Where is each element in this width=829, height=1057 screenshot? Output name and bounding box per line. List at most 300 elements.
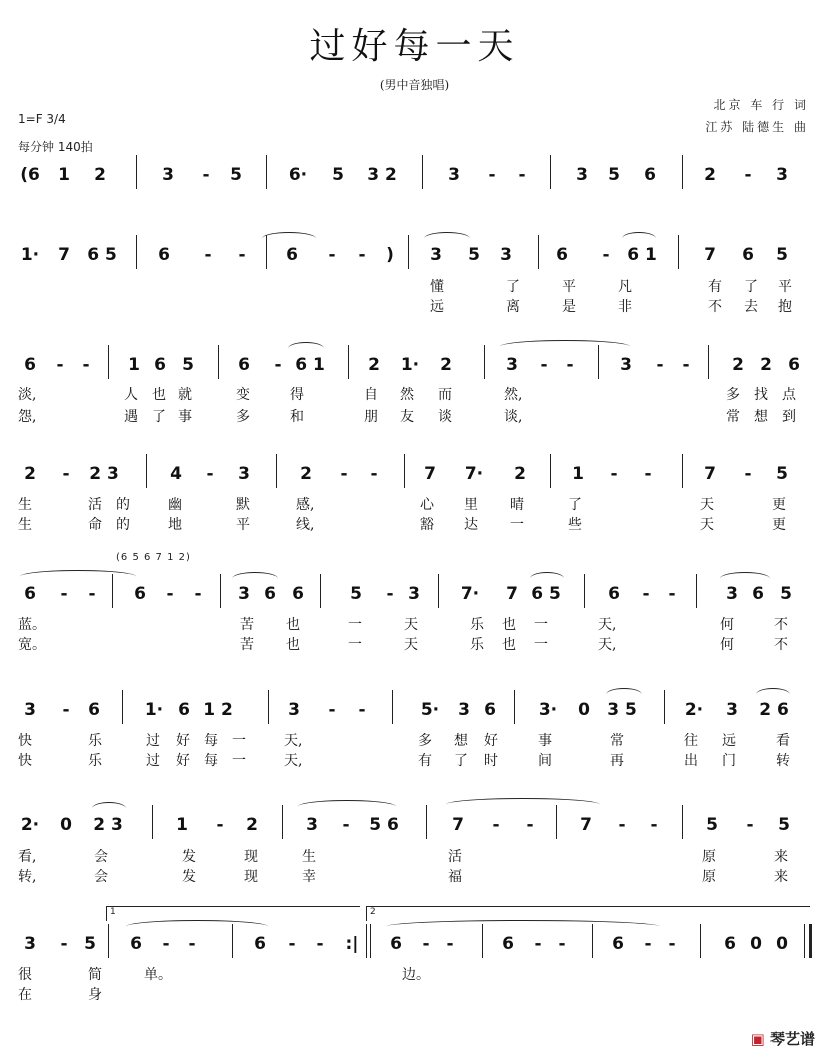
lyric: 远	[430, 299, 444, 315]
note: 3	[776, 165, 788, 185]
lyric: 更	[772, 517, 786, 533]
lyric: 幸	[302, 869, 316, 885]
lyric: 再	[610, 753, 624, 769]
bar-line	[136, 235, 137, 269]
lyric: 想	[454, 733, 468, 749]
song-subtitle: (男中音独唱)	[379, 78, 450, 92]
lyric: 的	[116, 497, 130, 513]
slur	[622, 232, 656, 245]
note: 6	[254, 934, 266, 954]
lyric: 命	[88, 517, 102, 533]
lyric: 会	[94, 869, 108, 885]
lyric: 地	[168, 517, 182, 533]
note: 1	[58, 165, 70, 185]
note: -	[386, 584, 394, 604]
bar-line	[708, 345, 709, 379]
note: -	[558, 934, 566, 954]
lyrics-line-verse-2	[18, 984, 814, 1002]
note: 6 1	[295, 355, 325, 375]
lyric: 一	[510, 517, 524, 533]
bar-line	[404, 454, 405, 488]
note: 7	[580, 815, 592, 835]
note: 3	[24, 934, 36, 954]
note: 3	[458, 700, 470, 720]
note: -	[518, 165, 526, 185]
note: 1·	[20, 245, 40, 265]
lyric: 苦	[240, 617, 254, 633]
lyric: 好	[176, 733, 190, 749]
note: 3	[24, 700, 36, 720]
note: 3	[238, 464, 250, 484]
lyric: 来	[774, 869, 788, 885]
lyric: 了	[506, 279, 520, 295]
note: -	[644, 464, 652, 484]
note: -	[642, 584, 650, 604]
note: -	[358, 245, 366, 265]
note: -	[370, 464, 378, 484]
note: -	[566, 355, 574, 375]
note: 7	[506, 584, 518, 604]
note: -	[644, 934, 652, 954]
lyric: 间	[538, 753, 552, 769]
lyric: 感,	[296, 497, 315, 513]
note: 5	[230, 165, 242, 185]
note: 2	[300, 464, 312, 484]
note: -	[534, 934, 542, 954]
lyric: 现	[244, 849, 258, 865]
watermark-logo	[751, 1028, 815, 1049]
note: 6	[390, 934, 402, 954]
bar-line	[268, 690, 269, 724]
note: -	[328, 245, 336, 265]
lyrics-line-verse-2	[18, 514, 814, 532]
lyrics-line-verse-2	[18, 750, 814, 768]
slur	[126, 920, 268, 933]
lyric: 和	[290, 409, 304, 425]
slur	[386, 920, 660, 933]
tempo-marking: 每分钟 140拍	[18, 140, 93, 154]
bar-line	[108, 924, 109, 958]
slur	[424, 232, 470, 245]
score-row-2	[18, 243, 814, 271]
note: -	[492, 815, 500, 835]
lyric: 的	[116, 517, 130, 533]
lyric: 也	[286, 617, 300, 633]
note: 6	[484, 700, 496, 720]
note: (6	[20, 165, 40, 185]
note: 6·	[288, 165, 308, 185]
lyric: 远	[722, 733, 736, 749]
note: -	[342, 815, 350, 835]
note: 6	[788, 355, 800, 375]
note: 6	[286, 245, 298, 265]
note: 5	[706, 815, 718, 835]
lyric: 事	[178, 409, 192, 425]
note: 2	[368, 355, 380, 375]
note: 2	[514, 464, 526, 484]
note: -	[62, 464, 70, 484]
lyric: 朋	[364, 409, 378, 425]
lyric: 天	[700, 497, 714, 513]
lyric: 有	[418, 753, 432, 769]
lyric: 也	[286, 637, 300, 653]
note: 0	[578, 700, 590, 720]
lyric: 宽。	[18, 637, 46, 653]
note: -	[88, 584, 96, 604]
bar-line	[682, 155, 683, 189]
note: -	[602, 245, 610, 265]
lyric: 了	[152, 409, 166, 425]
lyrics-line-verse-1	[18, 614, 814, 632]
note: 3	[448, 165, 460, 185]
lyric: 怨,	[18, 409, 37, 425]
lyric: 变	[236, 387, 250, 403]
note: 5	[776, 464, 788, 484]
note: 3	[506, 355, 518, 375]
lyric: 天,	[284, 733, 303, 749]
lyric: 多	[726, 387, 740, 403]
bar-line	[584, 574, 585, 608]
note: 3	[288, 700, 300, 720]
lyric: 事	[538, 733, 552, 749]
song-title: 过好每一天	[309, 26, 520, 67]
lyric: 平	[562, 279, 576, 295]
note: )	[386, 245, 394, 265]
bar-line	[136, 155, 137, 189]
note: 2 3	[93, 815, 123, 835]
lyric: 常	[726, 409, 740, 425]
note: 2 3	[89, 464, 119, 484]
note: -	[446, 934, 454, 954]
note: -	[526, 815, 534, 835]
lyric: 转,	[18, 869, 37, 885]
note: 3	[306, 815, 318, 835]
lyric: 更	[772, 497, 786, 513]
note: -	[60, 934, 68, 954]
lyric: 时	[484, 753, 498, 769]
key-signature: 1=F 3/4	[18, 112, 66, 126]
lyric: 也	[502, 637, 516, 653]
lyric: 在	[18, 987, 32, 1003]
note: -	[206, 464, 214, 484]
lyric: 一	[534, 617, 548, 633]
note: 3	[576, 165, 588, 185]
lyric: 天	[700, 517, 714, 533]
slur	[530, 572, 564, 585]
slur	[288, 342, 324, 355]
note: -	[656, 355, 664, 375]
note: 2	[440, 355, 452, 375]
bar-line	[370, 924, 371, 958]
note: 5	[608, 165, 620, 185]
lyric: 凡	[618, 279, 632, 295]
lyric: 原	[702, 849, 716, 865]
lyric: 活	[448, 849, 462, 865]
lyric: 一	[534, 637, 548, 653]
lyric: 好	[484, 733, 498, 749]
bar-line	[320, 574, 321, 608]
lyric: 乐	[88, 753, 102, 769]
note: 7	[704, 245, 716, 265]
lyric: 平	[236, 517, 250, 533]
lyric: 找	[754, 387, 768, 403]
note: 0	[60, 815, 72, 835]
lyric: 自	[364, 387, 378, 403]
note: 3	[162, 165, 174, 185]
bar-line	[366, 924, 367, 958]
score-row-5	[18, 582, 814, 610]
slur	[720, 572, 770, 585]
note: 6	[556, 245, 568, 265]
lyric: 也	[152, 387, 166, 403]
lyric: 有	[708, 279, 722, 295]
lyric: 生	[18, 517, 32, 533]
note: 6	[238, 355, 250, 375]
lyric: 看	[776, 733, 790, 749]
note: 3	[726, 700, 738, 720]
lyric: 谈	[438, 409, 452, 425]
score-row-7	[18, 813, 814, 841]
note: 0	[750, 934, 762, 954]
lyric: 门	[722, 753, 736, 769]
note: 7·	[464, 464, 484, 484]
lyric: 乐	[470, 637, 484, 653]
lyric: 一	[348, 617, 362, 633]
note: -	[682, 355, 690, 375]
lyric: 乐	[470, 617, 484, 633]
note: 6	[24, 584, 36, 604]
note: 6	[644, 165, 656, 185]
note: 6	[724, 934, 736, 954]
composer-credit: 江苏 陆德生 曲	[705, 120, 809, 134]
note: 6	[178, 700, 190, 720]
bar-line	[122, 690, 123, 724]
note: 0	[776, 934, 788, 954]
note: -	[162, 934, 170, 954]
lyric: 转	[776, 753, 790, 769]
note: 1	[572, 464, 584, 484]
note: 7·	[460, 584, 480, 604]
note: -	[238, 245, 246, 265]
note: 6	[608, 584, 620, 604]
lyric: 抱	[778, 299, 792, 315]
lyric: 简	[88, 967, 102, 983]
lyric: 不	[774, 617, 788, 633]
lyric: 不	[774, 637, 788, 653]
note: -	[316, 934, 324, 954]
note: 1·	[400, 355, 420, 375]
note: 2	[24, 464, 36, 484]
lyric: 一	[232, 753, 246, 769]
note: -	[358, 700, 366, 720]
lyric: 生	[302, 849, 316, 865]
lyric: 里	[464, 497, 478, 513]
lyrics-line-verse-1	[18, 964, 814, 982]
note: 1	[176, 815, 188, 835]
note: 3·	[538, 700, 558, 720]
lyric: 何	[720, 637, 734, 653]
lyric: 每	[204, 753, 218, 769]
lyric: 活	[88, 497, 102, 513]
note: 1·	[144, 700, 164, 720]
lyric: 多	[236, 409, 250, 425]
score-row-1	[18, 163, 814, 191]
bar-line	[682, 805, 683, 839]
note: 6	[158, 245, 170, 265]
lyric: 得	[290, 387, 304, 403]
bar-line	[484, 345, 485, 379]
lyric: 是	[562, 299, 576, 315]
note: -	[746, 815, 754, 835]
lyric: 天	[404, 617, 418, 633]
score-row-6	[18, 698, 814, 726]
note: -	[202, 165, 210, 185]
lyric: 蓝。	[18, 617, 46, 633]
note: -	[274, 355, 282, 375]
slur	[232, 572, 278, 585]
slur	[606, 688, 642, 701]
lyric: 遇	[124, 409, 138, 425]
lyric: 了	[744, 279, 758, 295]
lyric: 好	[176, 753, 190, 769]
lyric: 非	[618, 299, 632, 315]
lyric: 到	[782, 409, 796, 425]
lyric: 快	[18, 753, 32, 769]
note: 6	[134, 584, 146, 604]
lyric: 乐	[88, 733, 102, 749]
final-bar-line	[809, 924, 812, 958]
note: -	[62, 700, 70, 720]
note: -	[288, 934, 296, 954]
logo-icon: ▣	[750, 1030, 765, 1048]
lyric: 心	[420, 497, 434, 513]
note: 3	[238, 584, 250, 604]
lyric: 线,	[296, 517, 315, 533]
note: 6	[130, 934, 142, 954]
note: 6	[612, 934, 624, 954]
lyric: 点	[782, 387, 796, 403]
note: 7	[424, 464, 436, 484]
lyric: 发	[182, 869, 196, 885]
lyric: 想	[754, 409, 768, 425]
lyrics-line-verse-2	[18, 634, 814, 652]
lyrics-line-verse-2	[18, 406, 814, 424]
note: 5	[182, 355, 194, 375]
note: -	[610, 464, 618, 484]
note: 2	[760, 355, 772, 375]
note: -	[56, 355, 64, 375]
note: 5	[332, 165, 344, 185]
note: -	[744, 165, 752, 185]
lyric: 晴	[510, 497, 524, 513]
lyric: 过	[146, 733, 160, 749]
lyrics-line-verse-1	[18, 846, 814, 864]
lyrics-line-verse-1	[18, 384, 814, 402]
bar-line	[108, 345, 109, 379]
note: 6	[24, 355, 36, 375]
lyric: 淡,	[18, 387, 37, 403]
note: -	[328, 700, 336, 720]
lyric: 原	[702, 869, 716, 885]
lyric: 然,	[504, 387, 523, 403]
lyric: 很	[18, 967, 32, 983]
repeat-end-sign: :|	[345, 934, 359, 954]
lyric: 懂	[430, 279, 444, 295]
lyric: 一	[232, 733, 246, 749]
note: 6	[264, 584, 276, 604]
note: 3 2	[367, 165, 397, 185]
note: -	[82, 355, 90, 375]
note: 5	[468, 245, 480, 265]
note: -	[166, 584, 174, 604]
lyrics-line-verse-1	[18, 494, 814, 512]
bar-line	[422, 155, 423, 189]
lyrics-line-verse-1	[18, 730, 814, 748]
lyric: 苦	[240, 637, 254, 653]
note: 6 5	[531, 584, 561, 604]
bar-line	[514, 690, 515, 724]
bar-line	[146, 454, 147, 488]
lyrics-line-verse-2	[18, 296, 814, 314]
lyric: 达	[464, 517, 478, 533]
note: 2	[246, 815, 258, 835]
lyric: 天,	[598, 637, 617, 653]
lyric: 也	[502, 617, 516, 633]
first-ending-bracket: 1	[106, 906, 360, 921]
note: 7	[452, 815, 464, 835]
slur	[500, 340, 630, 353]
lyrics-line-verse-1	[18, 276, 814, 294]
lyric: 常	[610, 733, 624, 749]
bar-line	[220, 574, 221, 608]
bar-line	[678, 235, 679, 269]
lyric: 天	[404, 637, 418, 653]
note: 2·	[684, 700, 704, 720]
note: -	[60, 584, 68, 604]
lyric: 出	[684, 753, 698, 769]
lyric: 离	[506, 299, 520, 315]
lyric: 了	[454, 753, 468, 769]
note: 4	[170, 464, 182, 484]
lyric: 边。	[402, 967, 430, 983]
lyric: 去	[744, 299, 758, 315]
lyrics-line-verse-2	[18, 866, 814, 884]
note: 2	[704, 165, 716, 185]
note: 6	[88, 700, 100, 720]
lyric: 天,	[598, 617, 617, 633]
note: -	[668, 584, 676, 604]
note: -	[194, 584, 202, 604]
note: 3	[430, 245, 442, 265]
lyric: 了	[568, 497, 582, 513]
bar-line	[664, 690, 665, 724]
note: 6	[742, 245, 754, 265]
lyric: 福	[448, 869, 462, 885]
slur	[756, 688, 790, 701]
lyric: 些	[568, 517, 582, 533]
bar-line	[682, 454, 683, 488]
score-row-8	[18, 932, 814, 960]
note: 6 5	[87, 245, 117, 265]
lyric: 快	[18, 733, 32, 749]
note: 6	[502, 934, 514, 954]
lyric: 来	[774, 849, 788, 865]
lyric: 生	[18, 497, 32, 513]
bar-line	[550, 454, 551, 488]
slur	[262, 232, 316, 245]
note: 1 2	[203, 700, 233, 720]
lyric: 天,	[284, 753, 303, 769]
